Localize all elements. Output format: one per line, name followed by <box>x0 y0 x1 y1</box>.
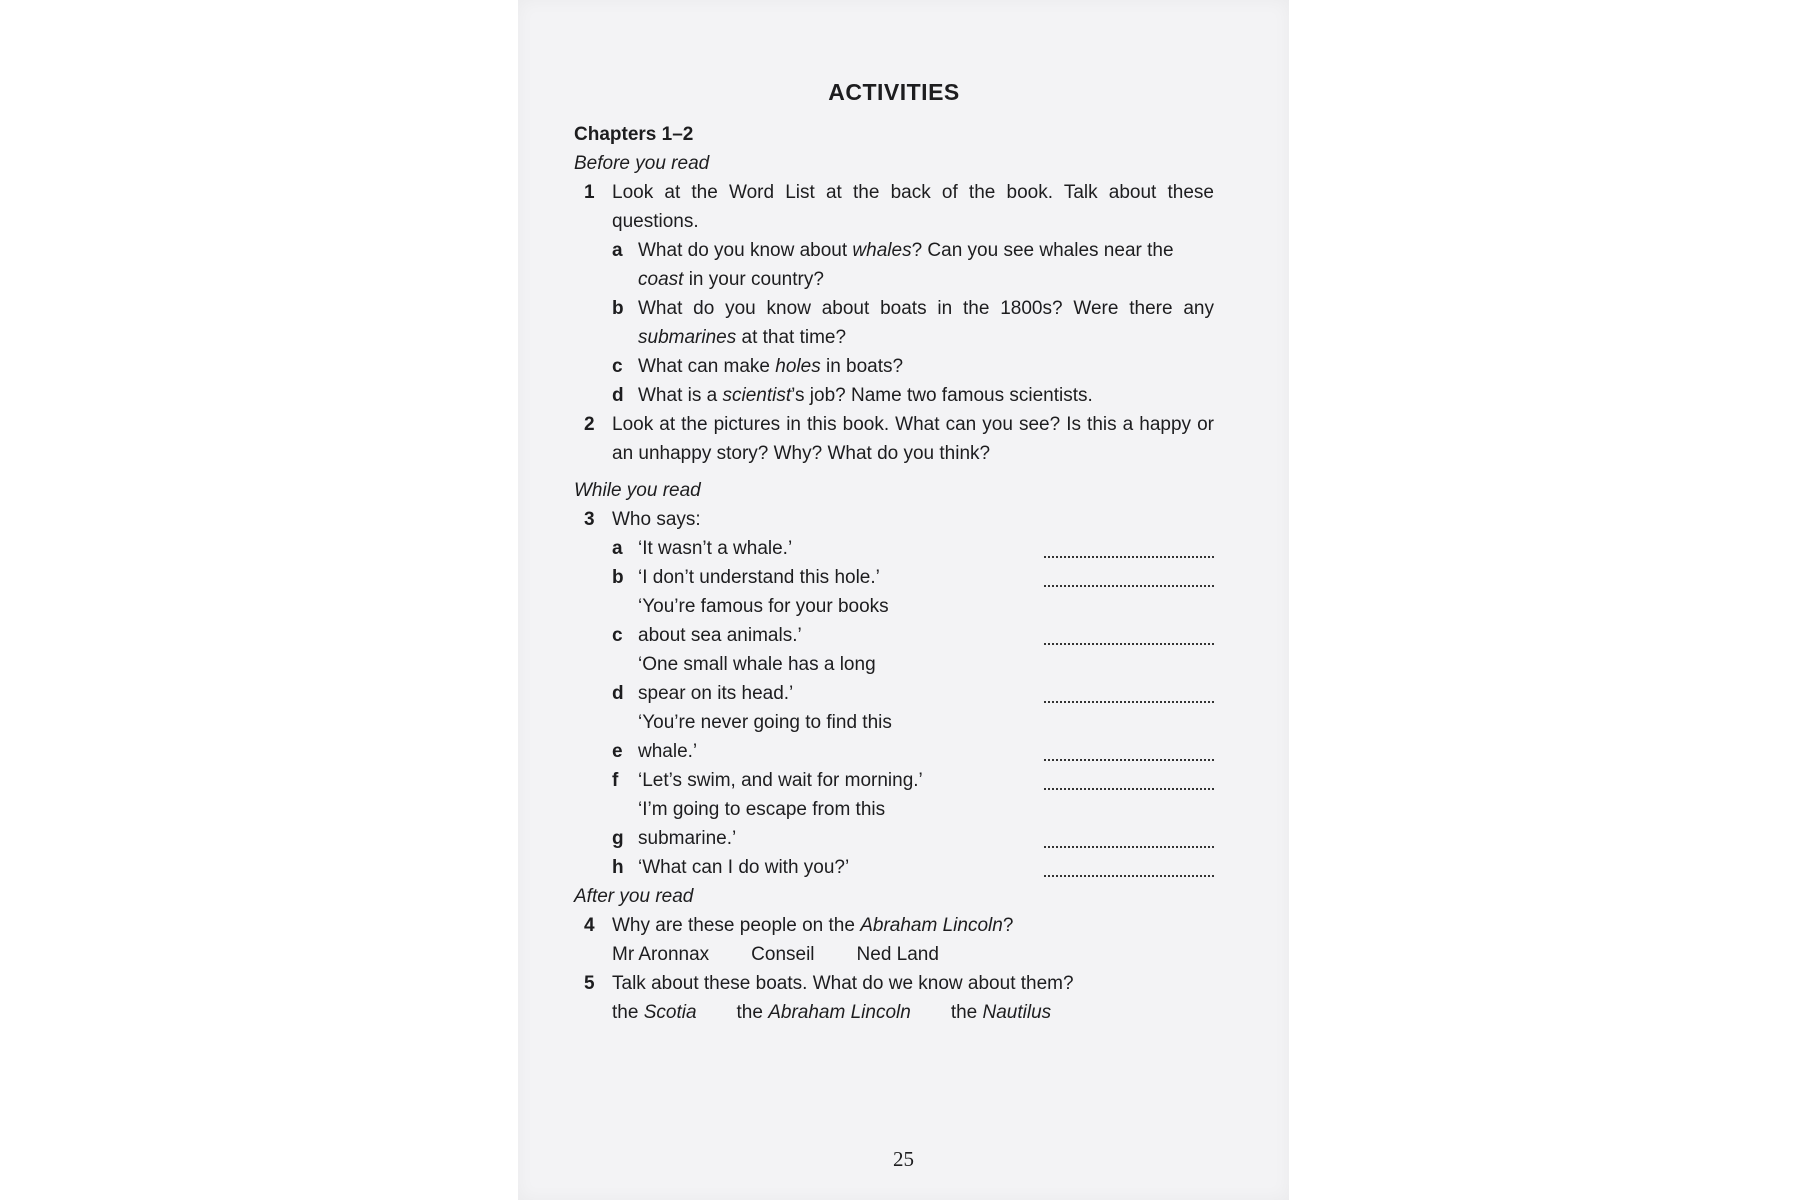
question-text: Why are these people on the Abraham Lincoln? <box>612 915 1014 936</box>
chapters-heading: Chapters 1–2 <box>574 124 694 145</box>
page-title: ACTIVITIES <box>828 79 960 105</box>
question-1 <box>574 178 1214 236</box>
quote-text: ‘I’m going to escape from this submarine.’ <box>638 799 886 849</box>
page-content <box>574 78 1214 1027</box>
answer-blank[interactable] <box>1044 565 1214 587</box>
item-text: What do you know about boats in the 1800s? Were there any submarines at that time? <box>638 298 1214 348</box>
question-text: Look at the pictures in this book. What can you see? Is this a happy or an unhappy story? Why? What do you think? <box>612 414 1214 464</box>
quote-text: ‘You’re famous for your books about sea animals.’ <box>638 596 889 646</box>
quote-item <box>612 766 1214 795</box>
question-number: 5 <box>584 973 595 994</box>
item-letter: e <box>612 741 623 762</box>
quote-text: ‘One small whale has a long spear on its head.’ <box>638 654 876 704</box>
item-letter: f <box>612 770 619 791</box>
question-5 <box>574 969 1214 998</box>
question-text: Who says: <box>612 509 701 530</box>
item-letter: g <box>612 828 624 849</box>
question-4 <box>574 911 1214 940</box>
question-number: 4 <box>584 915 595 936</box>
item-text: What do you know about whales? Can you see whales near the coast in your country? <box>638 240 1174 290</box>
option-boat: the Abraham Lincoln <box>736 1002 911 1023</box>
boat-options <box>612 998 1214 1027</box>
book-page <box>518 0 1289 1200</box>
item-letter: b <box>612 567 624 588</box>
quote-item <box>612 592 1214 650</box>
answer-blank[interactable] <box>1044 768 1214 790</box>
while-you-read-heading: While you read <box>574 480 701 501</box>
question-text: Look at the Word List at the back of the book. Talk about these questions. <box>612 182 1214 232</box>
question-number: 1 <box>584 182 595 203</box>
option-person: Mr Aronnax <box>612 944 710 965</box>
quote-list <box>574 534 1214 882</box>
question-text: Talk about these boats. What do we know about them? <box>612 973 1074 994</box>
question-1b <box>612 294 1214 352</box>
question-2 <box>574 410 1214 468</box>
question-1a <box>612 236 1214 294</box>
answer-blank[interactable] <box>1044 536 1214 558</box>
quote-text: ‘Let’s swim, and wait for morning.’ <box>638 770 923 791</box>
quote-item <box>612 795 1214 853</box>
answer-blank[interactable] <box>1044 855 1214 877</box>
item-text: What can make holes in boats? <box>638 356 904 377</box>
item-letter: b <box>612 298 624 319</box>
question-3 <box>574 505 1214 534</box>
option-person: Conseil <box>751 944 815 965</box>
item-letter: d <box>612 683 624 704</box>
after-you-read-heading: After you read <box>574 886 694 907</box>
question-number: 3 <box>584 509 595 530</box>
people-options <box>612 940 1214 969</box>
answer-blank[interactable] <box>1044 826 1214 848</box>
answer-blank[interactable] <box>1044 739 1214 761</box>
option-boat: the Scotia <box>612 1002 697 1023</box>
page-number: 25 <box>893 1147 914 1171</box>
quote-item <box>612 708 1214 766</box>
quote-text: ‘It wasn’t a whale.’ <box>638 538 793 559</box>
item-letter: d <box>612 385 624 406</box>
quote-item <box>612 534 1214 563</box>
question-1d <box>612 381 1214 410</box>
quote-item <box>612 563 1214 592</box>
before-you-read-heading: Before you read <box>574 153 710 174</box>
quote-text: ‘What can I do with you?’ <box>638 857 850 878</box>
question-number: 2 <box>584 414 595 435</box>
answer-blank[interactable] <box>1044 681 1214 703</box>
quote-item <box>612 650 1214 708</box>
item-letter: h <box>612 857 624 878</box>
option-boat: the Nautilus <box>950 1002 1052 1023</box>
item-letter: c <box>612 356 623 377</box>
answer-blank[interactable] <box>1044 623 1214 645</box>
quote-text: ‘I don’t understand this hole.’ <box>638 567 880 588</box>
option-person: Ned Land <box>856 944 939 965</box>
quote-text: ‘You’re never going to find this whale.’ <box>638 712 892 762</box>
item-text: What is a scientist’s job? Name two famous scientists. <box>638 385 1093 406</box>
quote-item <box>612 853 1214 882</box>
item-letter: a <box>612 240 623 261</box>
item-letter: a <box>612 538 623 559</box>
item-letter: c <box>612 625 623 646</box>
question-1c <box>612 352 1214 381</box>
